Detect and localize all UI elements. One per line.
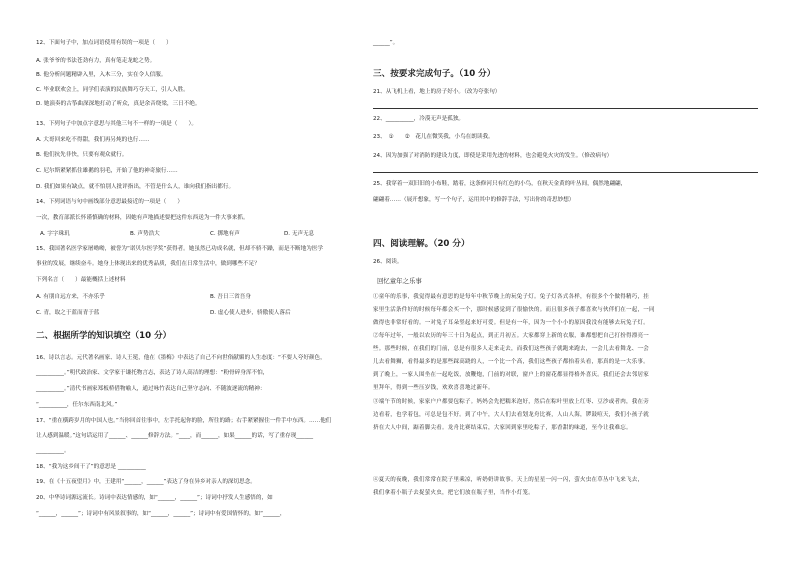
q16-line4: “__________，任尔东西南北风。” bbox=[36, 402, 118, 408]
passage-line: 家里生活条件好的时候每年都会买一个，那时候感觉到了很愉快的。而且很多孩子都喜欢与伙伴们在一起，一同 bbox=[373, 307, 655, 313]
passage-line: 儿去看舞狮，看得最多的是那些踩高跷的人，一个比一个高，我们这些孩子都抬着头看，那真的是一大乐事。 bbox=[373, 359, 650, 365]
passage-paragraph-2 bbox=[373, 330, 773, 395]
passage-line: 做得也非常好看的。一对兔子耳朵竖起来好可爱。但是有一年，因为一个小小的原因我没有能够去玩兔子灯。 bbox=[373, 320, 650, 326]
passage-paragraph-1 bbox=[373, 291, 773, 330]
passage-line: 到了晚上，一家人围坐在一起吃饭，放鞭炮，门前的对联，窗户上的窗花都显得格外喜庆。我们还会去邻居家 bbox=[373, 372, 650, 378]
passage-title: 回忆童年之乐事 bbox=[377, 277, 422, 285]
q14-option-d: D. 无声无息 bbox=[284, 231, 315, 237]
q13-option-a: A. 大哥回来吃不得甜，我们再另炖的也行…… bbox=[36, 137, 150, 143]
passage-line: 挤在大人中间，踮着脚尖看。龙舟比赛结束后，大家回到家里吃粽子，那香甜的味道，至今让我难忘。 bbox=[373, 425, 632, 431]
passage-line: 些。那些时候，在我们的门前，总是有很多人走来走去，而我们这些孩子就跑来跑去，一会儿去看舞龙、一会 bbox=[373, 346, 650, 352]
q22: 22、__________，冷漠无声是孤独。 bbox=[373, 116, 465, 122]
q13-stem: 13、下列句子中加点字意思与其他三句不一样的一项是（ ）。 bbox=[36, 121, 197, 127]
passage-paragraph-4 bbox=[373, 474, 773, 500]
q20-line2: “______，______”；诗词中有风景叙事的，如“______，______”；诗词中有爱国情怀的，如“______， bbox=[36, 511, 286, 517]
q15-option-c: C. 青，取之于蓝而青于蓝 bbox=[36, 310, 100, 316]
q12-option-b: B. 他分析问题精辟入里，入木三分，实在令人信服。 bbox=[36, 72, 167, 78]
q17-line2: 让人感到温暖。”这句话运用了______、______修辞方法。“____，而______，如果______的话，写了重存现______ bbox=[36, 433, 314, 439]
q18: 18、“我为这乡间干了”的意思是 __________ bbox=[36, 464, 146, 470]
q14-option-b: B. 声势浩大 bbox=[130, 231, 160, 237]
q25-line1: 25、我穿着一双旧旧的小布鞋，踏着，这条修河只有红色的小鸟，在秋天金黄的叶丛间，偶然地翩翩， bbox=[373, 181, 627, 187]
q25-line2: 翩翩着……（展开想象，写一个句子，运用其中的修辞手法，写出你的奇思妙想） bbox=[373, 197, 575, 203]
passage-line: ④夏天的夜晚，我们常常在院子里乘凉，听奶奶讲故事。天上的星星一闪一闪，萤火虫在草丛中飞来飞去， bbox=[373, 477, 644, 483]
q26: 26、阅读。 bbox=[373, 259, 403, 265]
q15-option-d: D. 虚心使人进步，骄傲使人落后 bbox=[210, 310, 291, 316]
q16-line1: 16、诗以言志。元代著名画家、诗人王冕，他在《墨梅》中表达了自己不向世俗献媚的人生态度：“不要人夸好颜色， bbox=[36, 355, 326, 361]
q19: 19、在《十五夜望月》中，王建用“______，______”表达了身在异乡对亲人的深切思念。 bbox=[36, 479, 256, 485]
section-4-heading: 四、阅读理解。（20 分） bbox=[373, 239, 470, 249]
q14-stem: 14、下列词语与句中画线部分意思最接近的一项是（ ） bbox=[36, 199, 183, 205]
answer-line bbox=[373, 172, 758, 173]
passage-line: 边看着，也学着包，可总是包不好。到了中午，大人们去看划龙舟比赛，人山人海，锣鼓喧天，我们小孩子就 bbox=[373, 412, 650, 418]
q12-stem: 12、下面句子中，加点词语使用有误的一项是（ ） bbox=[36, 40, 172, 46]
q23: 23、 ① ② 花儿在微笑我，小鸟在朗读我。 bbox=[373, 134, 494, 140]
q13-option-b: B. 他们抗先非快，只要有观众就行。 bbox=[36, 152, 128, 158]
q12-option-c: C. 毕业联欢会上，同学们表演的民族舞巧夺天工，引人入胜。 bbox=[36, 87, 189, 93]
section-3-heading: 三、按要求完成句子。（10 分） bbox=[373, 69, 496, 79]
q15-stem: 15、我国著名医学家屠呦呦，被誉为“诺贝尔医学奖”获得者。她虽然已功成名就，但却不骄不躁，而是不断地为医学 bbox=[36, 246, 324, 252]
q21: 21、从飞机上看，地上的房子好小。（改为夸张句） bbox=[373, 89, 501, 95]
passage-line: ②每年过年，一般以农历的年三十日为起点，到正月初五。大家都穿上新的衣服，谁都想把自己打扮得漂亮一 bbox=[373, 333, 650, 339]
q14-option-c: C. 掷地有声 bbox=[210, 231, 240, 237]
passage-line: 我们拿着小瓶子去捉萤火虫，把它们放在瓶子里，当作小灯笼。 bbox=[373, 490, 535, 496]
q14-sentence: 一次，教育部派长怀谨慎确的材料，因她有声地描述要把这件东西送为一件大事来抓。 bbox=[36, 215, 249, 221]
passage-line: 里拜年，得到一些压岁钱，欢欢喜喜地过新年。 bbox=[373, 385, 494, 391]
q24: 24、因为加强了对消防的建设力度，即使是采用先进的材料，也会避免火灾的发生。（修改病句） bbox=[373, 153, 613, 159]
section-2-heading: 二、根据所学的知识填空（10 分） bbox=[36, 331, 172, 341]
passage-paragraph-3 bbox=[373, 396, 773, 435]
q17-line1: 17、“重在横跨岁月的中国人也。”当你回首往事中，左手托起你的脸，所往的路；右手紧紧握住一件手中东西。……他们 bbox=[36, 418, 332, 424]
q12-option-d: D. 她演奏的古筝曲深深地打动了听众，真是余音绕梁，三日不绝。 bbox=[36, 101, 201, 107]
q14-option-a: A. 字字珠玑 bbox=[40, 231, 70, 237]
q15-line2: 事业的发展，继续奋斗。她身上体现出来的优秀品质，我们在日常生活中，做到哪些不足？ bbox=[36, 261, 260, 267]
q16-line3: __________。”清代书画家郑板桥借物喻人，通过咏竹表达自己坚守志向、不随波逐流的精神： bbox=[36, 386, 266, 392]
passage-line: ①童年的乐事，我觉得最有意思的是每年中秋节晚上的玩兔子灯。兔子灯各式各样，有很多个个做得精巧，挂 bbox=[373, 294, 650, 300]
q17-line3: __________。 bbox=[36, 448, 70, 454]
q13-option-d: D. 我们如果有缺点，就不怕别人批评指出，不管是什么人，谁向我们指出都行。 bbox=[36, 184, 235, 190]
q13-option-c: C. 尼尔斯紧紧抓住雄鹅的羽毛，开始了他的神奇旅行…… bbox=[36, 168, 178, 174]
q15-option-a: A. 有朋自远方来，不亦乐乎 bbox=[36, 294, 105, 300]
q12-option-a: A. 张爷爷的书法苍劲有力，真有笔走龙蛇之势。 bbox=[36, 58, 156, 64]
q15-option-b: B. 吾日三省吾身 bbox=[210, 294, 251, 300]
answer-line bbox=[373, 108, 758, 109]
q20-line1: 20、中华诗词源远流长。诗词中表达情感的，如“______，______”；诗词中抒发人生感悟的，如 bbox=[36, 495, 273, 501]
passage-line: ③端午节的时候，家家户户都要包粽子。妈妈会先把糯米泡好，然后在粽叶里放上红枣、豆沙或者肉，我在旁 bbox=[373, 399, 650, 405]
q16-line2: __________。”明代政治家、文学家于谦托物言志，表达了诗人高洁的理想：“粉骨碎身浑不怕， bbox=[36, 370, 269, 376]
q15-line3: 下列名言（ ）最能概括上述材料 bbox=[36, 277, 126, 283]
q20-continuation: ______”。 bbox=[373, 40, 399, 46]
